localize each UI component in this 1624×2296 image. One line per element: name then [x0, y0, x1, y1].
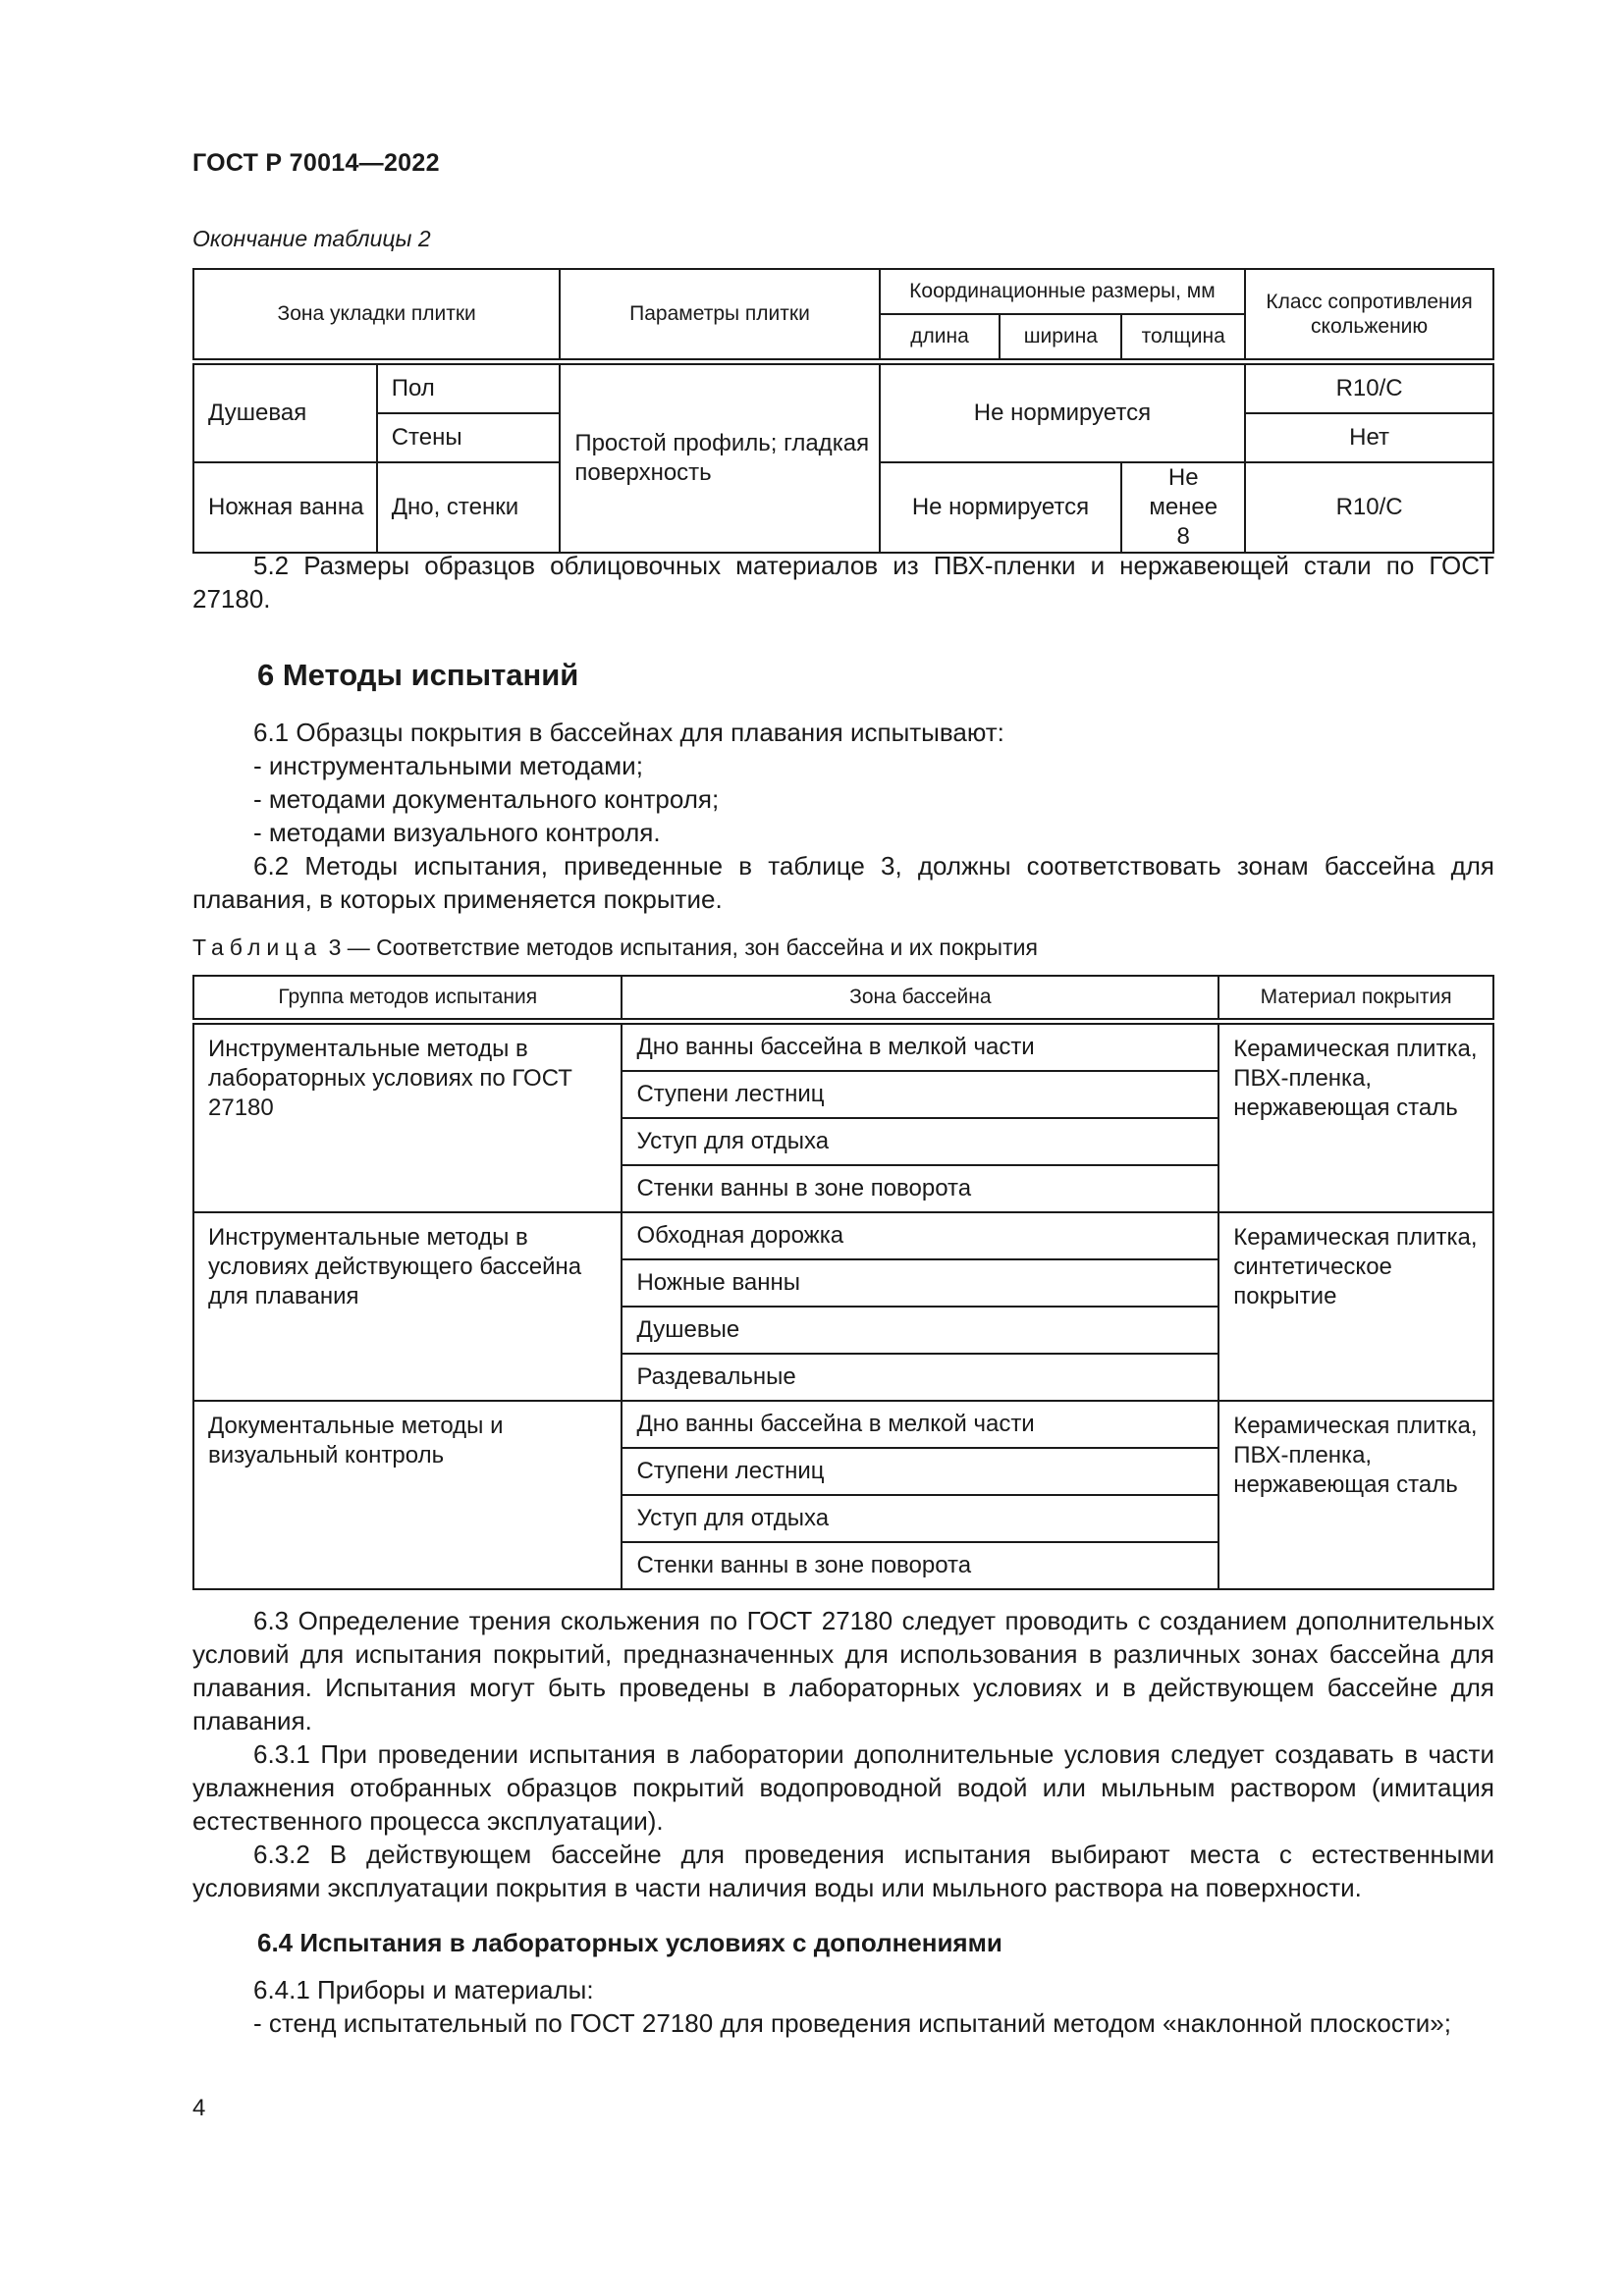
cell-zone: Ступени лестниц: [622, 1448, 1218, 1495]
header-thickness: толщина: [1121, 314, 1245, 359]
cell-material: Керамическая плитка, ПВХ-пленка, нержавеющая сталь: [1218, 1024, 1493, 1212]
list-item: - методами документального контроля;: [253, 784, 720, 814]
cell-zone: Ножные ванны: [622, 1259, 1218, 1307]
cell-zone: Дно ванны бассейна в мелкой части: [622, 1024, 1218, 1071]
cell-r10c-1: R10/C: [1245, 364, 1493, 413]
cell-zone: Дно ванны бассейна в мелкой части: [622, 1401, 1218, 1448]
header-zone: Зона укладки плитки: [193, 269, 560, 359]
cell-r10c-2: R10/C: [1245, 462, 1493, 553]
cell-none: Нет: [1245, 413, 1493, 462]
header-material: Материал покрытия: [1218, 976, 1493, 1019]
cell-footbath: Ножная ванна: [193, 462, 377, 553]
cell-profile: Простой профиль; гладкая поверхность: [560, 364, 879, 553]
cell-zone: Уступ для отдыха: [622, 1495, 1218, 1542]
header-zone: Зона бассейна: [622, 976, 1218, 1019]
paragraph-6-1: 6.1 Образцы покрытия в бассейнах для плавания испытывают:: [253, 718, 1004, 747]
table-row: [193, 1212, 1493, 1259]
cell-group: Инструментальные методы в условиях действующего бассейна для плавания: [193, 1212, 622, 1401]
page-header: ГОСТ Р 70014—2022: [192, 149, 440, 177]
cell-zone: Душевые: [622, 1307, 1218, 1354]
table-continuation-label: Окончание таблицы 2: [192, 226, 431, 251]
header-group: Группа методов испытания: [193, 976, 622, 1019]
cell-zone: Раздевальные: [622, 1354, 1218, 1401]
cell-material: Керамическая плитка, ПВХ-пленка, нержавеющая сталь: [1218, 1401, 1493, 1589]
cell-bottom-walls: Дно, стенки: [377, 462, 561, 553]
paragraph-6-4-1: 6.4.1 Приборы и материалы:: [253, 1975, 594, 2004]
caption-label: Таблица: [192, 934, 323, 960]
page-number: 4: [192, 2095, 206, 2121]
cell-zone: Стенки ванны в зоне поворота: [622, 1542, 1218, 1589]
cell-group: Документальные методы и визуальный контроль: [193, 1401, 622, 1589]
cell-zone: Обходная дорожка: [622, 1212, 1218, 1259]
cell-shower: Душевая: [193, 364, 377, 462]
section-6-title: 6 Методы испытаний: [257, 658, 579, 692]
section-6-4-title: 6.4 Испытания в лабораторных условиях с дополнениями: [257, 1928, 1002, 1957]
cell-min8: Не менее 8: [1121, 462, 1245, 553]
paragraph-6-3: 6.3 Определение трения скольжения по ГОСТ 27180 следует проводить с созданием дополнительных условий для испытания покрытий, предназначенных для использования в различных зонах бассейна для плавания. Испытания могут быть проведены в лабораторных условиях и в действующем бассейне для плавания.: [192, 1606, 1494, 1735]
table-3: [192, 975, 1494, 1590]
header-params: Параметры плитки: [560, 269, 879, 359]
cell-not-normed: Не нормируется: [880, 364, 1246, 462]
cell-walls: Стены: [377, 413, 561, 462]
list-item: - стенд испытательный по ГОСТ 27180 для проведения испытаний методом «наклонной плоскости»;: [253, 2008, 1451, 2038]
header-width: ширина: [1000, 314, 1121, 359]
header-length: длина: [880, 314, 1001, 359]
paragraph-5-2: 5.2 Размеры образцов облицовочных материалов из ПВХ-пленки и нержавеющей стали по ГОСТ 27180.: [192, 551, 1494, 614]
paragraph-6-3-2: 6.3.2 В действующем бассейне для проведения испытания выбирают места с естественными условиями эксплуатации покрытия в части наличия воды или мыльного раствора на поверхности.: [192, 1840, 1494, 1902]
cell-zone: Уступ для отдыха: [622, 1118, 1218, 1165]
cell-not-normed-2: Не нормируется: [880, 462, 1122, 553]
header-coord: Координационные размеры, мм: [880, 269, 1246, 314]
list-item: - инструментальными методами;: [253, 751, 643, 780]
cell-floor: Пол: [377, 364, 561, 413]
table-row: [193, 1401, 1493, 1448]
list-item: - методами визуального контроля.: [253, 818, 661, 847]
table-2-continuation: [192, 268, 1494, 554]
cell-zone: Ступени лестниц: [622, 1071, 1218, 1118]
cell-group: Инструментальные методы в лабораторных условиях по ГОСТ 27180: [193, 1024, 622, 1212]
cell-material: Керамическая плитка, синтетическое покрытие: [1218, 1212, 1493, 1401]
paragraph-6-2: 6.2 Методы испытания, приведенные в таблице 3, должны соответствовать зонам бассейна для плавания, в которых применяется покрытие.: [192, 851, 1494, 914]
header-slip-class: Класс сопротивления скольжению: [1245, 269, 1493, 359]
cell-zone: Стенки ванны в зоне поворота: [622, 1165, 1218, 1212]
table-row: [193, 1024, 1493, 1071]
caption-text: 3 — Соответствие методов испытания, зон бассейна и их покрытия: [328, 934, 1038, 960]
table-3-caption: [192, 934, 1038, 961]
paragraph-6-3-1: 6.3.1 При проведении испытания в лаборатории дополнительные условия следует создавать в части увлажнения отобранных образцов покрытий водопроводной водой или мыльным раствором (имитация естественного процесса эксплуатации).: [192, 1739, 1494, 1836]
